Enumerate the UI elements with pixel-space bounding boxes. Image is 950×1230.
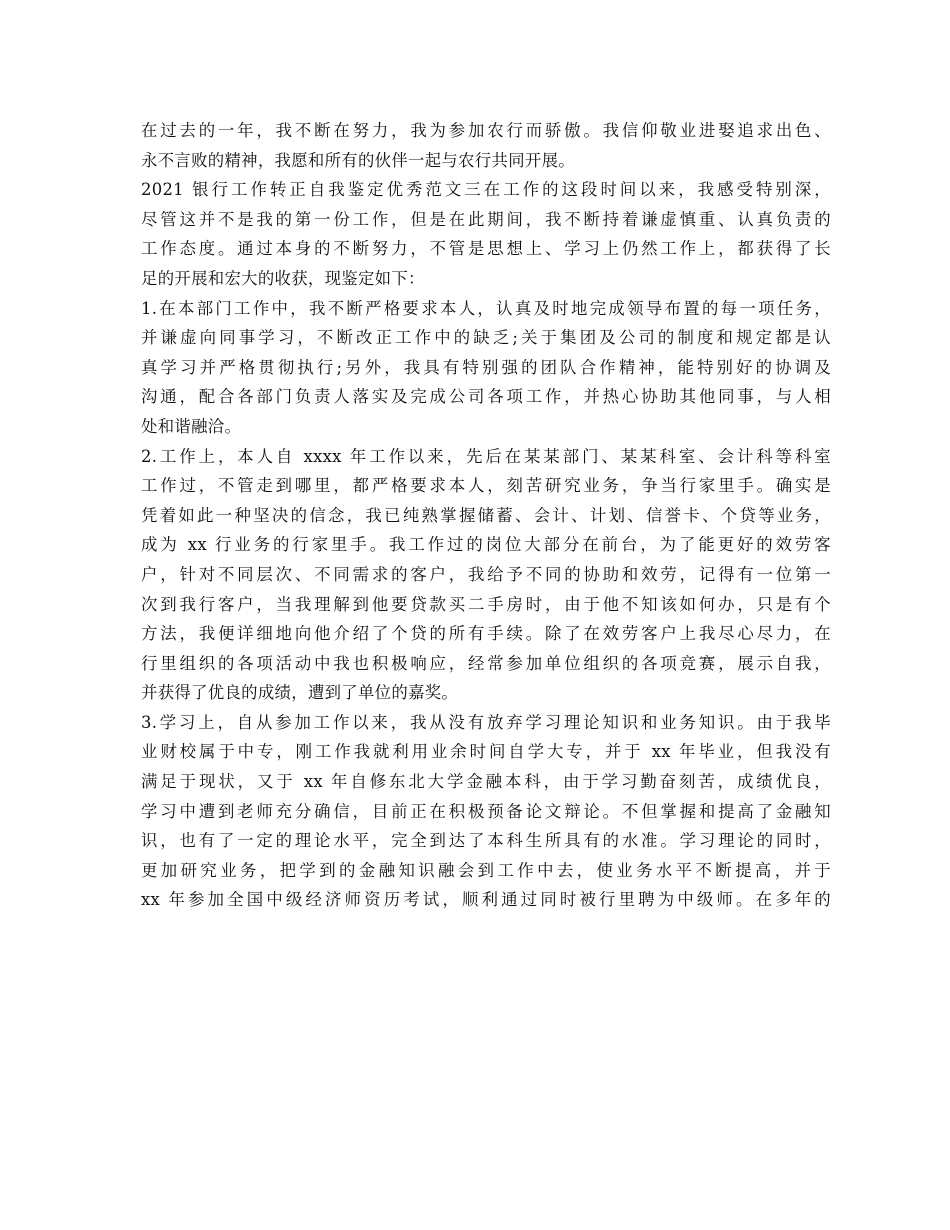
text-line: 足的开展和宏大的收获，现鉴定如下： [141,268,425,288]
text-line: 行里组织的各项活动中我也积极响应，经常参加单位组织的各项竞赛，展示自我， [141,653,831,673]
text-line: 并谦虚向同事学习，不断改正工作中的缺乏;关于集团及公司的制度和规定都是认 [141,328,831,348]
text-line: 2021 银行工作转正自我鉴定优秀范文三在工作的这段时间以来，我感受特别深， [141,180,831,200]
text-line: 工作过，不管走到哪里，都严格要求本人，刻苦研究业务，争当行家里手。确实是 [141,476,831,496]
text-line: 真学习并严格贯彻执行;另外，我具有特别强的团队合作精神，能特别好的协调及 [141,357,831,377]
text-line: 尽管这并不是我的第一份工作，但是在此期间，我不断持着谦虚慎重、认真负责的 [141,209,831,229]
text-line: 处和谐融洽。 [141,416,242,436]
document-body [141,116,831,915]
text-line: 1.在本部门工作中，我不断严格要求本人，认真及时地完成领导布置的每一项任务， [141,298,831,318]
text-line: 方法，我便详细地向他介绍了个贷的所有手续。除了在效劳客户上我尽心尽力，在 [141,624,831,644]
text-line: 沟通，配合各部门负责人落实及完成公司各项工作，并热心协助其他同事，与人相 [141,387,831,407]
text-line: 业财校属于中专，刚工作我就利用业余时间自学大专，并于 xx 年毕业，但我没有 [141,742,831,762]
text-line: 永不言败的精神，我愿和所有的伙伴一起与农行共同开展。 [141,150,575,170]
text-line: 并获得了优良的成绩，遭到了单位的嘉奖。 [141,683,459,703]
text-line: 更加研究业务，把学到的金融知识融会到工作中去，使业务水平不断提高，并于 [141,860,831,880]
text-line: xx 年参加全国中级经济师资历考试，顺利通过同时被行里聘为中级师。在多年的 [141,890,831,910]
text-line: 2.工作上，本人自 xxxx 年工作以来，先后在某某部门、某某科室、会计科等科室 [141,446,831,466]
text-line: 识，也有了一定的理论水平，完全到达了本科生所具有的水准。学习理论的同时， [141,831,831,851]
text-line: 户，针对不同层次、不同需求的客户，我给予不同的协助和效劳，记得有一位第一 [141,564,831,584]
text-line: 工作态度。通过本身的不断努力，不管是思想上、学习上仍然工作上，都获得了长 [141,239,831,259]
text-line: 学习中遭到老师充分确信，目前正在积极预备论文辩论。不但掌握和提高了金融知 [141,801,831,821]
text-line: 在过去的一年，我不断在努力，我为参加农行而骄傲。我信仰敬业进娶追求出色、 [141,121,831,140]
text-line: 次到我行客户，当我理解到他要贷款买二手房时，由于他不知该如何办，只是有个 [141,594,831,614]
text-line: 3.学习上，自从参加工作以来，我从没有放弃学习理论知识和业务知识。由于我毕 [141,712,831,732]
text-line: 满足于现状，又于 xx 年自修东北大学金融本科，由于学习勤奋刻苦，成绩优良， [141,772,831,792]
text-line: 凭着如此一种坚决的信念，我已纯熟掌握储蓄、会计、计划、信誉卡、个贷等业务， [141,505,831,525]
text-line: 成为 xx 行业务的行家里手。我工作过的岗位大部分在前台，为了能更好的效劳客 [141,535,831,555]
